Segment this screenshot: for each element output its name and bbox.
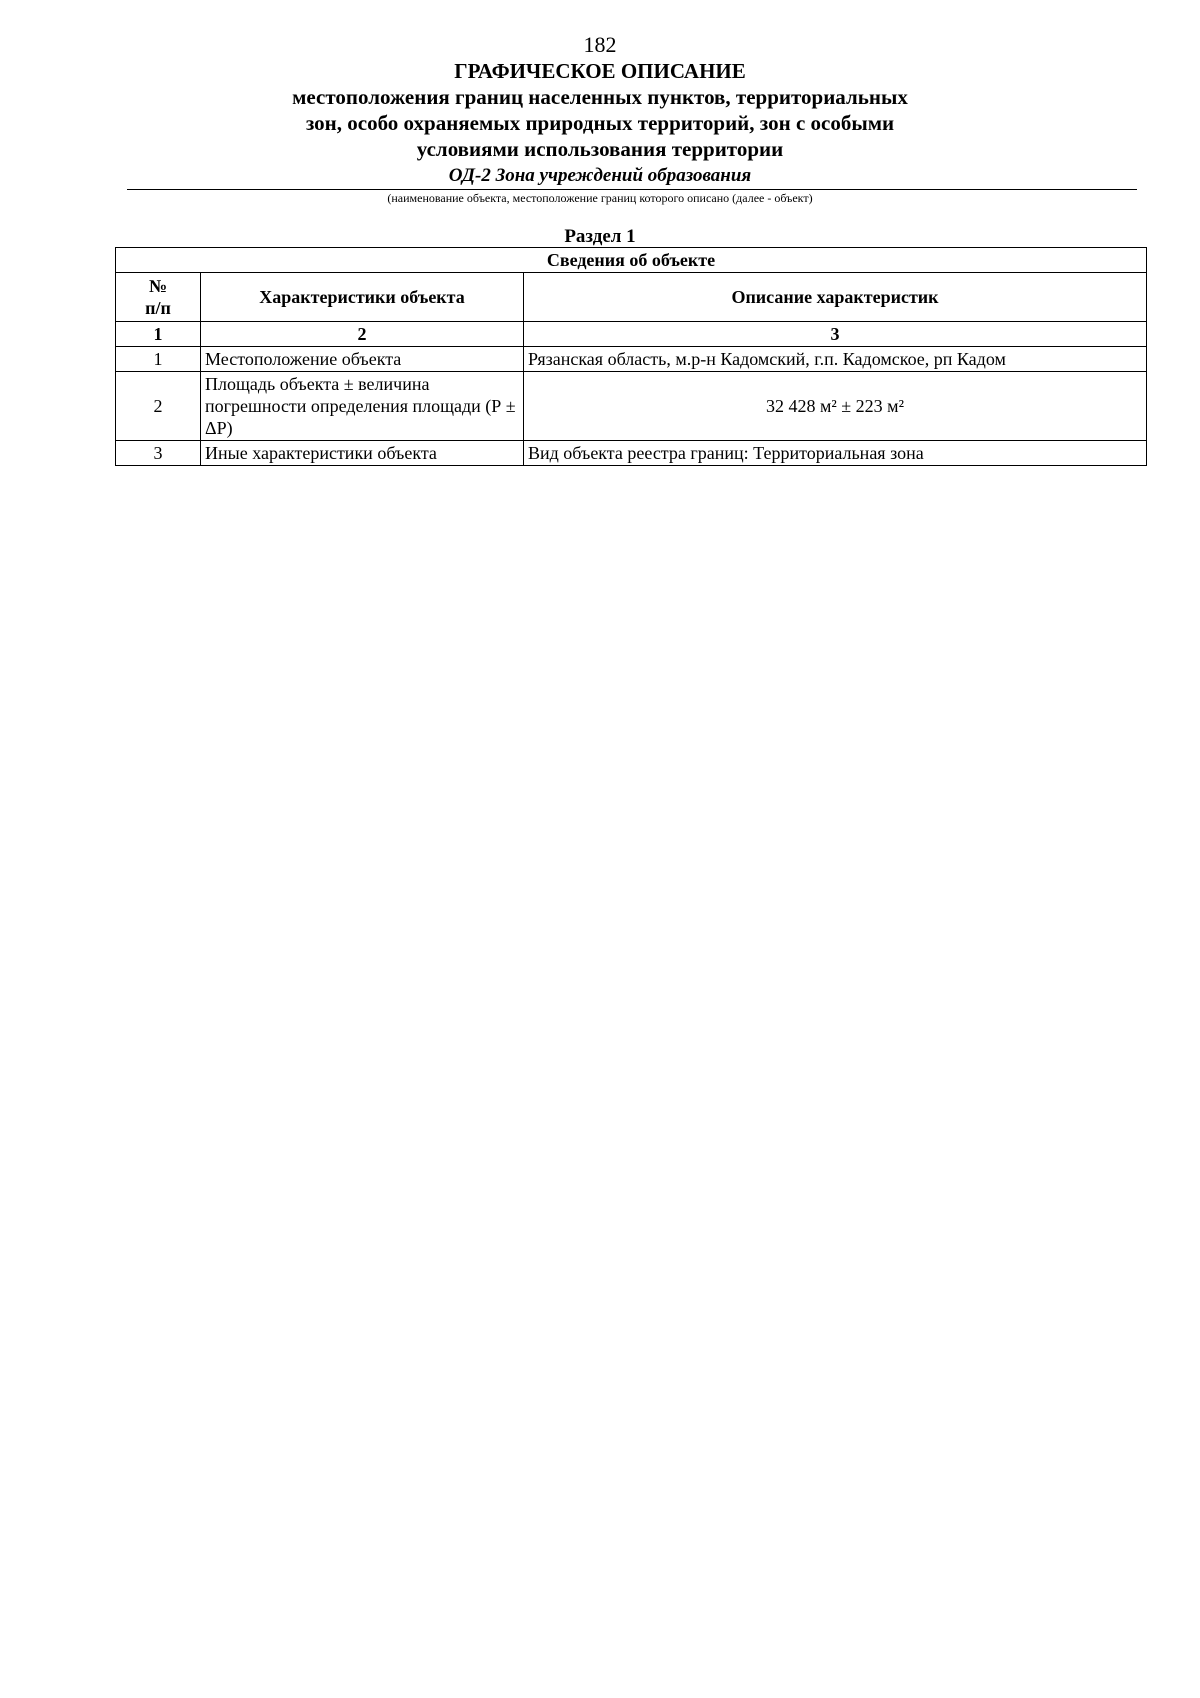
table-header-row	[116, 273, 1147, 322]
document-title	[0, 58, 1200, 162]
table-row	[116, 372, 1147, 441]
object-name-underline	[127, 189, 1137, 190]
title-line-1: местоположения границ населенных пунктов, территориальных	[292, 85, 908, 109]
header-num	[116, 273, 201, 322]
row-description: Рязанская область, м.р-н Кадомский, г.п. Кадомское, рп Кадом	[524, 347, 1147, 372]
title-heading: ГРАФИЧЕСКОЕ ОПИСАНИЕ	[454, 59, 746, 83]
row-characteristic: Площадь объекта ± величина погрешности определения площади (Р ± ΔР)	[201, 372, 524, 441]
table-row	[116, 441, 1147, 466]
row-description: 32 428 м² ± 223 м²	[524, 372, 1147, 441]
header-description: Описание характеристик	[524, 273, 1147, 322]
row-description: Вид объекта реестра границ: Территориальная зона	[524, 441, 1147, 466]
page-number: 182	[583, 32, 617, 57]
table-row	[116, 347, 1147, 372]
table-caption: Сведения об объекте	[116, 248, 1147, 273]
row-number: 1	[116, 347, 201, 372]
row-number: 3	[116, 441, 201, 466]
column-number-row	[116, 322, 1147, 347]
table-caption-row	[116, 248, 1147, 273]
column-number: 1	[116, 322, 201, 347]
column-number: 3	[524, 322, 1147, 347]
header-characteristics: Характеристики объекта	[201, 273, 524, 322]
title-line-2: зон, особо охраняемых природных территорий, зон с особыми	[305, 111, 895, 135]
header-num-symbol: №	[148, 276, 168, 296]
row-characteristic: Местоположение объекта	[201, 347, 524, 372]
object-name: ОД-2 Зона учреждений образования	[448, 165, 752, 186]
object-info-table	[115, 247, 1147, 466]
row-characteristic: Иные характеристики объекта	[201, 441, 524, 466]
row-number: 2	[116, 372, 201, 441]
column-number: 2	[201, 322, 524, 347]
section-title: Раздел 1	[564, 226, 636, 247]
header-num-abbr: п/п	[145, 298, 171, 318]
title-line-3: условиями использования территории	[416, 137, 784, 161]
object-name-caption: (наименование объекта, местоположение границ которого описано (далее - объект)	[387, 191, 813, 205]
